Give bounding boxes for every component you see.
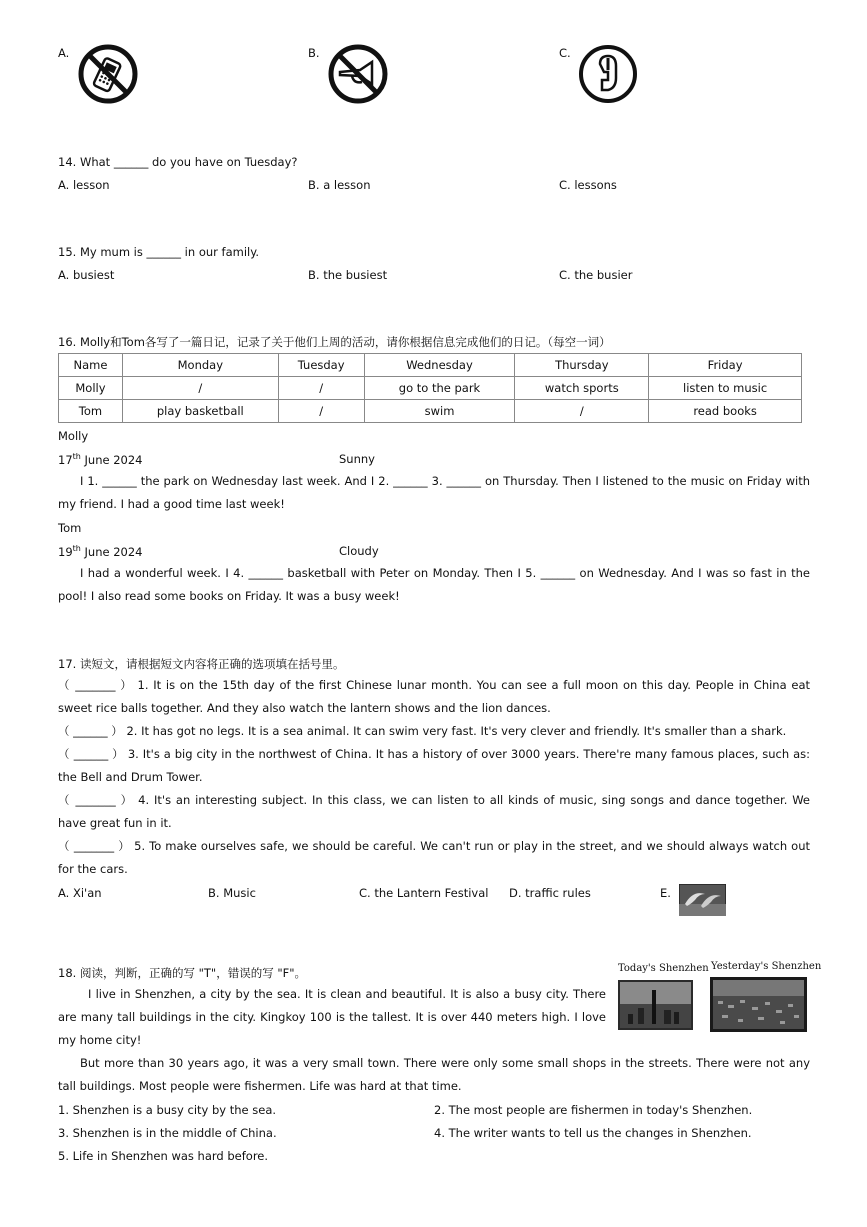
q17-option-b: B. Music: [208, 886, 256, 900]
diary-tom-name: Tom: [58, 521, 82, 535]
table-cell: /: [515, 400, 649, 423]
dolphin-image: [679, 884, 726, 916]
q14-option-a: A. lesson: [58, 178, 110, 192]
table-cell: /: [278, 400, 364, 423]
table-cell: swim: [364, 400, 515, 423]
q17-option-c: C. the Lantern Festival: [359, 886, 489, 900]
no-phone-icon: [78, 44, 138, 104]
table-cell: Tom: [59, 400, 123, 423]
table-header-cell: Friday: [649, 354, 802, 377]
option-b-label: B.: [308, 46, 320, 60]
diary-tom-body: I had a wonderful week. I 4. ______ basketball with Peter on Monday. Then I 5. ______ on Wednesday. And I was so fast in the pool! I also read some books on Friday. It was a busy week!: [58, 566, 810, 603]
q15-option-a: A. busiest: [58, 268, 115, 282]
q18-statement: 3. Shenzhen is in the middle of China.: [58, 1126, 277, 1140]
q17-option-a: A. Xi'an: [58, 886, 102, 900]
table-row: [59, 400, 802, 423]
table-cell: read books: [649, 400, 802, 423]
q17-item: （ _______ ） 5. To make ourselves safe, we should be careful. We can't run or play in the street, and we should always watch out for the cars.: [58, 839, 810, 876]
table-header-cell: Wednesday: [364, 354, 515, 377]
table-header-cell: Name: [59, 354, 123, 377]
table-cell: Molly: [59, 377, 123, 400]
q18-title: 18. 阅读，判断，正确的写 "T"，错误的写 "F"。: [58, 966, 307, 980]
q17-item: （ _______ ） 4. It's an interesting subject. In this class, we can listen to all kinds of music, sing songs and dance together. We have great fun in it.: [58, 793, 810, 830]
activity-table: [58, 353, 802, 423]
q17-title: 17. 读短文，请根据短文内容将正确的选项填在括号里。: [58, 657, 345, 671]
table-cell: /: [278, 377, 364, 400]
option-c-label: C.: [559, 46, 571, 60]
table-cell: go to the park: [364, 377, 515, 400]
table-header-cell: Thursday: [515, 354, 649, 377]
q18-statement: 4. The writer wants to tell us the changes in Shenzhen.: [434, 1126, 752, 1140]
q14-option-b: B. a lesson: [308, 178, 371, 192]
q15-option-b: B. the busiest: [308, 268, 388, 282]
diary-tom-weather: Cloudy: [339, 544, 379, 558]
q17-item: （ _______ ） 1. It is on the 15th day of the first Chinese lunar month. You can see a full moon on this day. People in China eat sweet rice balls together. And they also watch the lantern shows and the lion dances.: [58, 678, 810, 715]
table-cell: watch sports: [515, 377, 649, 400]
q17-option-e: E.: [660, 886, 671, 900]
table-header-row: [59, 354, 802, 377]
caption-yesterday-shenzhen: Yesterday's Shenzhen: [711, 961, 822, 972]
diary-molly-body: I 1. ______ the park on Wednesday last week. And I 2. ______ 3. ______ on Thursday. Then I listened to the music on Friday with my friend. I had a good time last week!: [58, 474, 810, 511]
table-header-cell: Monday: [122, 354, 278, 377]
option-a-label: A.: [58, 46, 70, 60]
q14-question: 14. What ______ do you have on Tuesday?: [58, 155, 298, 169]
q18-statement: 1. Shenzhen is a busy city by the sea.: [58, 1103, 277, 1117]
table-header-cell: Tuesday: [278, 354, 364, 377]
q17-item: （ ______ ） 2. It has got no legs. It is a sea animal. It can swim very fast. It's very clever and friendly. It's smaller than a shark.: [58, 724, 787, 738]
table-cell: listen to music: [649, 377, 802, 400]
today-shenzhen-photo: [618, 980, 693, 1030]
diary-molly-date: 17th June 2024: [58, 452, 143, 467]
q18-paragraph-2: But more than 30 years ago, it was a very small town. There were only some small shops in the streets. There were not any tall buildings. Most people were fishermen. Life was hard at that time.: [58, 1056, 810, 1093]
q18-statement: 5. Life in Shenzhen was hard before.: [58, 1149, 269, 1163]
q18-statement: 2. The most people are fishermen in today's Shenzhen.: [434, 1103, 753, 1117]
diary-tom-date: 19th June 2024: [58, 544, 143, 559]
no-horn-icon: [328, 44, 388, 104]
table-cell: play basketball: [122, 400, 278, 423]
table-cell: /: [122, 377, 278, 400]
q16-title: 16. Molly和Tom各写了一篇日记，记录了关于他们上周的活动，请你根据信息完成他们的日记。（每空一词）: [58, 335, 611, 349]
diary-molly-weather: Sunny: [339, 452, 375, 466]
q18-paragraph-1: I live in Shenzhen, a city by the sea. It is clean and beautiful. It is also a busy city. There are many tall buildings in the city. Kingkoy 100 is the tallest. It is over 440 meters high. I love my home city!: [58, 987, 606, 1047]
caption-today-shenzhen: Today's Shenzhen: [618, 963, 709, 974]
q15-question: 15. My mum is ______ in our family.: [58, 245, 260, 259]
diary-molly-name: Molly: [58, 429, 89, 443]
q17-option-d: D. traffic rules: [509, 886, 591, 900]
q14-option-c: C. lessons: [559, 178, 617, 192]
table-row: [59, 377, 802, 400]
yesterday-shenzhen-photo: [710, 977, 807, 1032]
quiet-icon: [578, 44, 638, 104]
q17-item: （ ______ ） 3. It's a big city in the northwest of China. It has a history of over 3000 years. There're many famous places, such as: the Bell and Drum Tower.: [58, 747, 810, 784]
q15-option-c: C. the busier: [559, 268, 633, 282]
